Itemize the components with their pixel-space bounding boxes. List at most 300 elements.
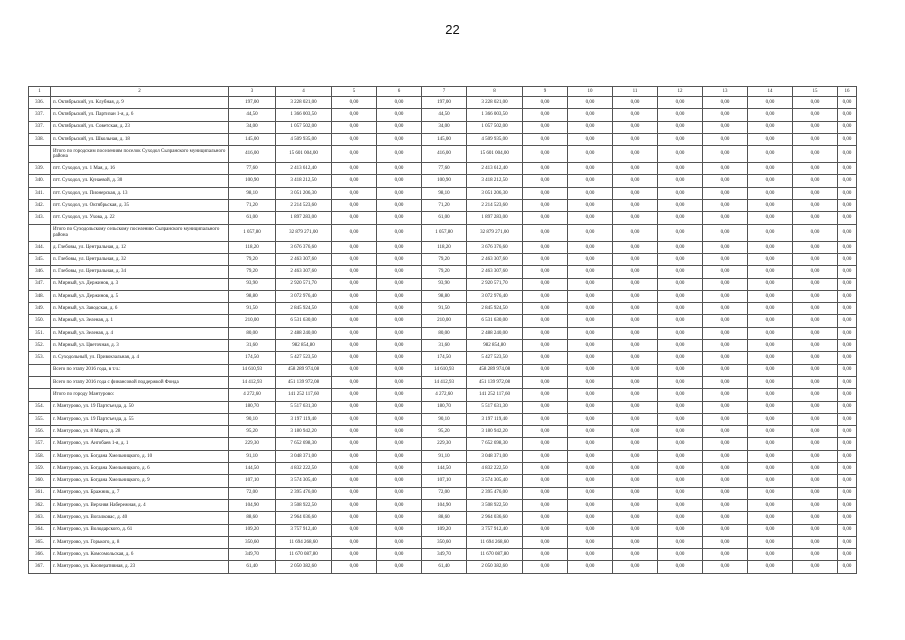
value-cell: 0,00 xyxy=(377,376,422,388)
value-cell: 0,00 xyxy=(377,121,422,133)
row-number-cell: 348. xyxy=(29,290,51,302)
page-number: 22 xyxy=(445,22,460,37)
row-number-cell: 358. xyxy=(29,450,51,462)
value-cell: 0,00 xyxy=(332,327,377,339)
value-cell: 0,00 xyxy=(523,401,568,413)
value-cell: 0,00 xyxy=(613,121,658,133)
column-header: 9 xyxy=(523,87,568,97)
table-row xyxy=(29,340,857,352)
value-cell: 0,00 xyxy=(332,499,377,511)
value-cell: 0,00 xyxy=(332,512,377,524)
value-cell: 145,00 xyxy=(422,133,467,145)
value-cell: 0,00 xyxy=(838,97,857,109)
value-cell: 0,00 xyxy=(377,512,422,524)
value-cell: 0,00 xyxy=(523,133,568,145)
address-cell: п. Мирный, ул. Держинов, д. 5 xyxy=(51,290,229,302)
value-cell: 0,00 xyxy=(748,97,793,109)
value-cell: 0,00 xyxy=(658,290,703,302)
value-cell: 0,00 xyxy=(748,561,793,573)
table-row xyxy=(29,187,857,199)
value-cell: 350,60 xyxy=(229,536,276,548)
value-cell: 0,00 xyxy=(613,401,658,413)
value-cell: 0,00 xyxy=(568,536,613,548)
value-cell: 0,00 xyxy=(793,109,838,121)
value-cell: 5 517 631,30 xyxy=(467,401,523,413)
value-cell: 0,00 xyxy=(523,352,568,364)
value-cell: 0,00 xyxy=(377,389,422,401)
value-cell: 0,00 xyxy=(523,200,568,212)
value-cell: 0,00 xyxy=(748,224,793,241)
value-cell: 0,00 xyxy=(523,413,568,425)
value-cell: 0,00 xyxy=(838,224,857,241)
value-cell: 0,00 xyxy=(748,212,793,224)
value-cell: 0,00 xyxy=(332,278,377,290)
value-cell: 0,00 xyxy=(748,303,793,315)
table-row xyxy=(29,549,857,561)
value-cell: 0,00 xyxy=(568,278,613,290)
column-header: 16 xyxy=(838,87,857,97)
value-cell: 0,00 xyxy=(332,212,377,224)
value-cell: 0,00 xyxy=(658,212,703,224)
value-cell: 0,00 xyxy=(613,290,658,302)
value-cell: 0,00 xyxy=(658,376,703,388)
value-cell: 0,00 xyxy=(568,253,613,265)
table-row xyxy=(29,303,857,315)
address-cell: г. Мантурово, ул. Богдана Хмельницкого, д. 10 xyxy=(51,450,229,462)
value-cell: 0,00 xyxy=(838,524,857,536)
value-cell: 1 057 502,00 xyxy=(276,121,332,133)
value-cell: 0,00 xyxy=(793,200,838,212)
value-cell: 77,60 xyxy=(422,163,467,175)
row-number-cell: 357. xyxy=(29,438,51,450)
value-cell: 15 601 004,00 xyxy=(276,146,332,163)
value-cell: 144,50 xyxy=(229,463,276,475)
value-cell: 0,00 xyxy=(332,146,377,163)
value-cell: 0,00 xyxy=(613,241,658,253)
table-row xyxy=(29,352,857,364)
value-cell: 0,00 xyxy=(703,212,748,224)
row-number-cell: 341. xyxy=(29,187,51,199)
value-cell: 0,00 xyxy=(523,303,568,315)
column-header: 14 xyxy=(748,87,793,97)
value-cell: 0,00 xyxy=(703,241,748,253)
table-row xyxy=(29,253,857,265)
value-cell: 0,00 xyxy=(703,97,748,109)
value-cell: 11 670 087,80 xyxy=(467,549,523,561)
value-cell: 0,00 xyxy=(838,146,857,163)
value-cell: 0,00 xyxy=(523,512,568,524)
value-cell: 0,00 xyxy=(613,278,658,290)
value-cell: 141 252 117,60 xyxy=(276,389,332,401)
table-row xyxy=(29,109,857,121)
value-cell: 0,00 xyxy=(332,389,377,401)
value-cell: 0,00 xyxy=(568,187,613,199)
value-cell: 44,50 xyxy=(422,109,467,121)
table-row xyxy=(29,278,857,290)
value-cell: 0,00 xyxy=(703,200,748,212)
value-cell: 197,00 xyxy=(229,97,276,109)
value-cell: 61,00 xyxy=(229,212,276,224)
value-cell: 0,00 xyxy=(377,303,422,315)
value-cell: 2 463 307,60 xyxy=(467,253,523,265)
value-cell: 0,00 xyxy=(568,200,613,212)
address-cell: г. Мантурово, ул. Бражник, д. 7 xyxy=(51,487,229,499)
value-cell: 0,00 xyxy=(793,241,838,253)
value-cell: 0,00 xyxy=(377,499,422,511)
value-cell: 0,00 xyxy=(793,352,838,364)
value-cell: 0,00 xyxy=(658,121,703,133)
value-cell: 0,00 xyxy=(658,450,703,462)
value-cell: 0,00 xyxy=(377,175,422,187)
value-cell: 0,00 xyxy=(523,450,568,462)
value-cell: 11 670 087,80 xyxy=(276,549,332,561)
address-cell: пгт. Суходол, ул. Октябрьская, д. 35 xyxy=(51,200,229,212)
value-cell: 93,90 xyxy=(422,278,467,290)
value-cell: 3 048 371,00 xyxy=(467,450,523,462)
value-cell: 0,00 xyxy=(523,487,568,499)
value-cell: 0,00 xyxy=(377,549,422,561)
value-cell: 0,00 xyxy=(613,315,658,327)
value-cell: 0,00 xyxy=(568,303,613,315)
row-number-cell: 355. xyxy=(29,413,51,425)
value-cell: 88,60 xyxy=(229,512,276,524)
value-cell: 3 180 942,20 xyxy=(467,426,523,438)
value-cell: 5 427 523,50 xyxy=(276,352,332,364)
value-cell: 0,00 xyxy=(568,561,613,573)
value-cell: 0,00 xyxy=(748,109,793,121)
value-cell: 0,00 xyxy=(838,561,857,573)
value-cell: 1 057,80 xyxy=(229,224,276,241)
table-row xyxy=(29,450,857,462)
value-cell: 0,00 xyxy=(703,146,748,163)
value-cell: 0,00 xyxy=(332,187,377,199)
housing-program-table-wrap xyxy=(28,86,856,574)
value-cell: 0,00 xyxy=(332,224,377,241)
row-number-cell: 347. xyxy=(29,278,51,290)
value-cell: 451 139 972,08 xyxy=(467,376,523,388)
value-cell: 14 412,93 xyxy=(229,376,276,388)
value-cell: 0,00 xyxy=(838,340,857,352)
value-cell: 4 272,60 xyxy=(422,389,467,401)
table-row xyxy=(29,475,857,487)
value-cell: 0,00 xyxy=(793,290,838,302)
value-cell: 0,00 xyxy=(568,175,613,187)
value-cell: 0,00 xyxy=(568,549,613,561)
value-cell: 80,00 xyxy=(422,327,467,339)
value-cell: 0,00 xyxy=(748,241,793,253)
table-row xyxy=(29,413,857,425)
value-cell: 0,00 xyxy=(332,97,377,109)
row-number-cell: 354. xyxy=(29,401,51,413)
row-number-cell: 345. xyxy=(29,253,51,265)
address-cell: п. Октябрьский, ул. Клубная, д. 9 xyxy=(51,97,229,109)
value-cell: 0,00 xyxy=(332,413,377,425)
value-cell: 95,20 xyxy=(229,426,276,438)
value-cell: 0,00 xyxy=(613,146,658,163)
value-cell: 0,00 xyxy=(703,376,748,388)
value-cell: 3 574 305,40 xyxy=(467,475,523,487)
value-cell: 31,60 xyxy=(422,340,467,352)
value-cell: 0,00 xyxy=(523,187,568,199)
value-cell: 0,00 xyxy=(658,463,703,475)
value-cell: 0,00 xyxy=(523,524,568,536)
table-row xyxy=(29,426,857,438)
value-cell: 0,00 xyxy=(838,499,857,511)
value-cell: 3 048 371,00 xyxy=(276,450,332,462)
value-cell: 14 610,93 xyxy=(229,364,276,376)
value-cell: 0,00 xyxy=(613,340,658,352)
value-cell: 144,50 xyxy=(422,463,467,475)
value-cell: 458 289 974,08 xyxy=(276,364,332,376)
row-number-cell: 344. xyxy=(29,241,51,253)
value-cell: 0,00 xyxy=(568,290,613,302)
value-cell: 2 413 612,40 xyxy=(276,163,332,175)
value-cell: 0,00 xyxy=(332,200,377,212)
value-cell: 0,00 xyxy=(748,389,793,401)
value-cell: 229,30 xyxy=(229,438,276,450)
row-number-cell: 356. xyxy=(29,426,51,438)
value-cell: 2 845 924,50 xyxy=(467,303,523,315)
table-row xyxy=(29,524,857,536)
value-cell: 0,00 xyxy=(658,352,703,364)
value-cell: 0,00 xyxy=(793,438,838,450)
value-cell: 0,00 xyxy=(377,187,422,199)
value-cell: 0,00 xyxy=(703,224,748,241)
column-header: 8 xyxy=(467,87,523,97)
value-cell: 0,00 xyxy=(332,175,377,187)
value-cell: 5 517 631,30 xyxy=(276,401,332,413)
value-cell: 0,00 xyxy=(838,389,857,401)
value-cell: 145,00 xyxy=(229,133,276,145)
value-cell: 0,00 xyxy=(568,97,613,109)
value-cell: 109,20 xyxy=(422,524,467,536)
value-cell: 0,00 xyxy=(613,524,658,536)
row-number-cell: 365. xyxy=(29,536,51,548)
value-cell: 3 197 119,40 xyxy=(276,413,332,425)
value-cell: 107,10 xyxy=(229,475,276,487)
value-cell: 0,00 xyxy=(613,499,658,511)
value-cell: 0,00 xyxy=(748,549,793,561)
address-cell: г. Мантурово, ул. Богдана Хмельницкого, д. 6 xyxy=(51,463,229,475)
value-cell: 72,00 xyxy=(422,487,467,499)
value-cell: 0,00 xyxy=(838,200,857,212)
value-cell: 0,00 xyxy=(793,133,838,145)
value-cell: 0,00 xyxy=(703,133,748,145)
value-cell: 451 139 972,08 xyxy=(276,376,332,388)
value-cell: 0,00 xyxy=(332,524,377,536)
value-cell: 0,00 xyxy=(658,109,703,121)
value-cell: 0,00 xyxy=(658,200,703,212)
value-cell: 0,00 xyxy=(332,303,377,315)
value-cell: 0,00 xyxy=(658,364,703,376)
value-cell: 0,00 xyxy=(613,376,658,388)
table-subtotal-row xyxy=(29,364,857,376)
value-cell: 0,00 xyxy=(658,278,703,290)
table-row xyxy=(29,97,857,109)
value-cell: 0,00 xyxy=(658,512,703,524)
value-cell: 0,00 xyxy=(332,364,377,376)
value-cell: 0,00 xyxy=(568,364,613,376)
value-cell: 3 508 922,50 xyxy=(467,499,523,511)
table-row xyxy=(29,536,857,548)
value-cell: 0,00 xyxy=(377,401,422,413)
value-cell: 14 412,93 xyxy=(422,376,467,388)
value-cell: 0,00 xyxy=(748,352,793,364)
value-cell: 3 508 922,50 xyxy=(276,499,332,511)
value-cell: 0,00 xyxy=(568,499,613,511)
value-cell: 0,00 xyxy=(613,561,658,573)
row-number-cell xyxy=(29,389,51,401)
value-cell: 0,00 xyxy=(793,475,838,487)
value-cell: 0,00 xyxy=(523,315,568,327)
value-cell: 0,00 xyxy=(613,512,658,524)
value-cell: 2 214 523,60 xyxy=(467,200,523,212)
value-cell: 982 854,80 xyxy=(276,340,332,352)
value-cell: 0,00 xyxy=(703,536,748,548)
value-cell: 0,00 xyxy=(658,426,703,438)
value-cell: 0,00 xyxy=(523,438,568,450)
address-cell: Итого по Суходольскому сельскому поселению Сызранского муниципального района xyxy=(51,224,229,241)
row-number-cell: 336. xyxy=(29,97,51,109)
value-cell: 0,00 xyxy=(658,561,703,573)
value-cell: 0,00 xyxy=(838,352,857,364)
value-cell: 0,00 xyxy=(748,401,793,413)
address-cell: г. Мантурово, ул. Кооперативная, д. 23 xyxy=(51,561,229,573)
value-cell: 0,00 xyxy=(613,253,658,265)
column-header: 1 xyxy=(29,87,51,97)
address-cell: пгт. Суходол, ул. Ухова, д. 22 xyxy=(51,212,229,224)
value-cell: 0,00 xyxy=(568,121,613,133)
value-cell: 2 463 307,60 xyxy=(276,253,332,265)
value-cell: 93,90 xyxy=(229,278,276,290)
value-cell: 2 050 382,60 xyxy=(467,561,523,573)
value-cell: 0,00 xyxy=(793,512,838,524)
value-cell: 0,00 xyxy=(658,499,703,511)
table-row xyxy=(29,175,857,187)
value-cell: 0,00 xyxy=(793,121,838,133)
row-number-cell: 349. xyxy=(29,303,51,315)
value-cell: 0,00 xyxy=(377,475,422,487)
value-cell: 90,10 xyxy=(422,413,467,425)
value-cell: 0,00 xyxy=(332,426,377,438)
value-cell: 0,00 xyxy=(377,327,422,339)
value-cell: 0,00 xyxy=(568,241,613,253)
value-cell: 0,00 xyxy=(658,315,703,327)
value-cell: 0,00 xyxy=(523,340,568,352)
value-cell: 0,00 xyxy=(332,475,377,487)
value-cell: 0,00 xyxy=(838,253,857,265)
address-cell: п. Мирный, ул. Зеленая, д. 4 xyxy=(51,327,229,339)
value-cell: 982 854,80 xyxy=(467,340,523,352)
value-cell: 0,00 xyxy=(568,524,613,536)
table-row xyxy=(29,121,857,133)
value-cell: 0,00 xyxy=(658,438,703,450)
value-cell: 0,00 xyxy=(568,438,613,450)
value-cell: 0,00 xyxy=(613,303,658,315)
value-cell: 0,00 xyxy=(748,200,793,212)
value-cell: 180,70 xyxy=(229,401,276,413)
value-cell: 2 214 523,60 xyxy=(276,200,332,212)
value-cell: 0,00 xyxy=(793,340,838,352)
value-cell: 0,00 xyxy=(793,549,838,561)
value-cell: 0,00 xyxy=(332,561,377,573)
value-cell: 3 180 942,20 xyxy=(276,426,332,438)
value-cell: 0,00 xyxy=(793,266,838,278)
value-cell: 0,00 xyxy=(838,109,857,121)
value-cell: 0,00 xyxy=(838,426,857,438)
value-cell: 0,00 xyxy=(658,536,703,548)
value-cell: 0,00 xyxy=(613,389,658,401)
value-cell: 0,00 xyxy=(523,475,568,487)
value-cell: 0,00 xyxy=(523,97,568,109)
table-row xyxy=(29,401,857,413)
value-cell: 0,00 xyxy=(748,187,793,199)
value-cell: 0,00 xyxy=(658,224,703,241)
value-cell: 0,00 xyxy=(703,315,748,327)
address-cell: п. Октябрьский, ул. Школьная, д. 18 xyxy=(51,133,229,145)
value-cell: 0,00 xyxy=(377,290,422,302)
value-cell: 0,00 xyxy=(838,475,857,487)
table-row xyxy=(29,133,857,145)
value-cell: 32 879 271,00 xyxy=(276,224,332,241)
value-cell: 210,00 xyxy=(229,315,276,327)
value-cell: 0,00 xyxy=(523,549,568,561)
value-cell: 0,00 xyxy=(748,499,793,511)
value-cell: 0,00 xyxy=(523,224,568,241)
row-number-cell: 353. xyxy=(29,352,51,364)
value-cell: 79,20 xyxy=(422,253,467,265)
value-cell: 4 509 935,00 xyxy=(276,133,332,145)
value-cell: 0,00 xyxy=(838,315,857,327)
row-number-cell xyxy=(29,224,51,241)
value-cell: 0,00 xyxy=(703,450,748,462)
value-cell: 0,00 xyxy=(748,253,793,265)
value-cell: 229,30 xyxy=(422,438,467,450)
value-cell: 0,00 xyxy=(658,524,703,536)
value-cell: 0,00 xyxy=(377,253,422,265)
address-cell: г. Мантурово, ул. 19 Партсъезда, д. 55 xyxy=(51,413,229,425)
value-cell: 2 463 307,60 xyxy=(276,266,332,278)
value-cell: 0,00 xyxy=(568,512,613,524)
value-cell: 0,00 xyxy=(748,475,793,487)
value-cell: 0,00 xyxy=(658,475,703,487)
value-cell: 0,00 xyxy=(523,463,568,475)
value-cell: 0,00 xyxy=(613,97,658,109)
value-cell: 0,00 xyxy=(703,426,748,438)
value-cell: 0,00 xyxy=(332,401,377,413)
column-header: 6 xyxy=(377,87,422,97)
value-cell: 0,00 xyxy=(748,340,793,352)
column-header: 5 xyxy=(332,87,377,97)
value-cell: 0,00 xyxy=(793,97,838,109)
value-cell: 0,00 xyxy=(568,163,613,175)
value-cell: 0,00 xyxy=(748,315,793,327)
value-cell: 0,00 xyxy=(658,146,703,163)
value-cell: 0,00 xyxy=(793,315,838,327)
table-row xyxy=(29,241,857,253)
value-cell: 100,90 xyxy=(422,175,467,187)
value-cell: 0,00 xyxy=(613,487,658,499)
value-cell: 0,00 xyxy=(523,376,568,388)
table-row xyxy=(29,463,857,475)
value-cell: 0,00 xyxy=(658,413,703,425)
value-cell: 0,00 xyxy=(658,97,703,109)
value-cell: 14 610,93 xyxy=(422,364,467,376)
value-cell: 98,10 xyxy=(422,187,467,199)
value-cell: 0,00 xyxy=(838,290,857,302)
value-cell: 6 531 630,00 xyxy=(276,315,332,327)
value-cell: 0,00 xyxy=(332,109,377,121)
